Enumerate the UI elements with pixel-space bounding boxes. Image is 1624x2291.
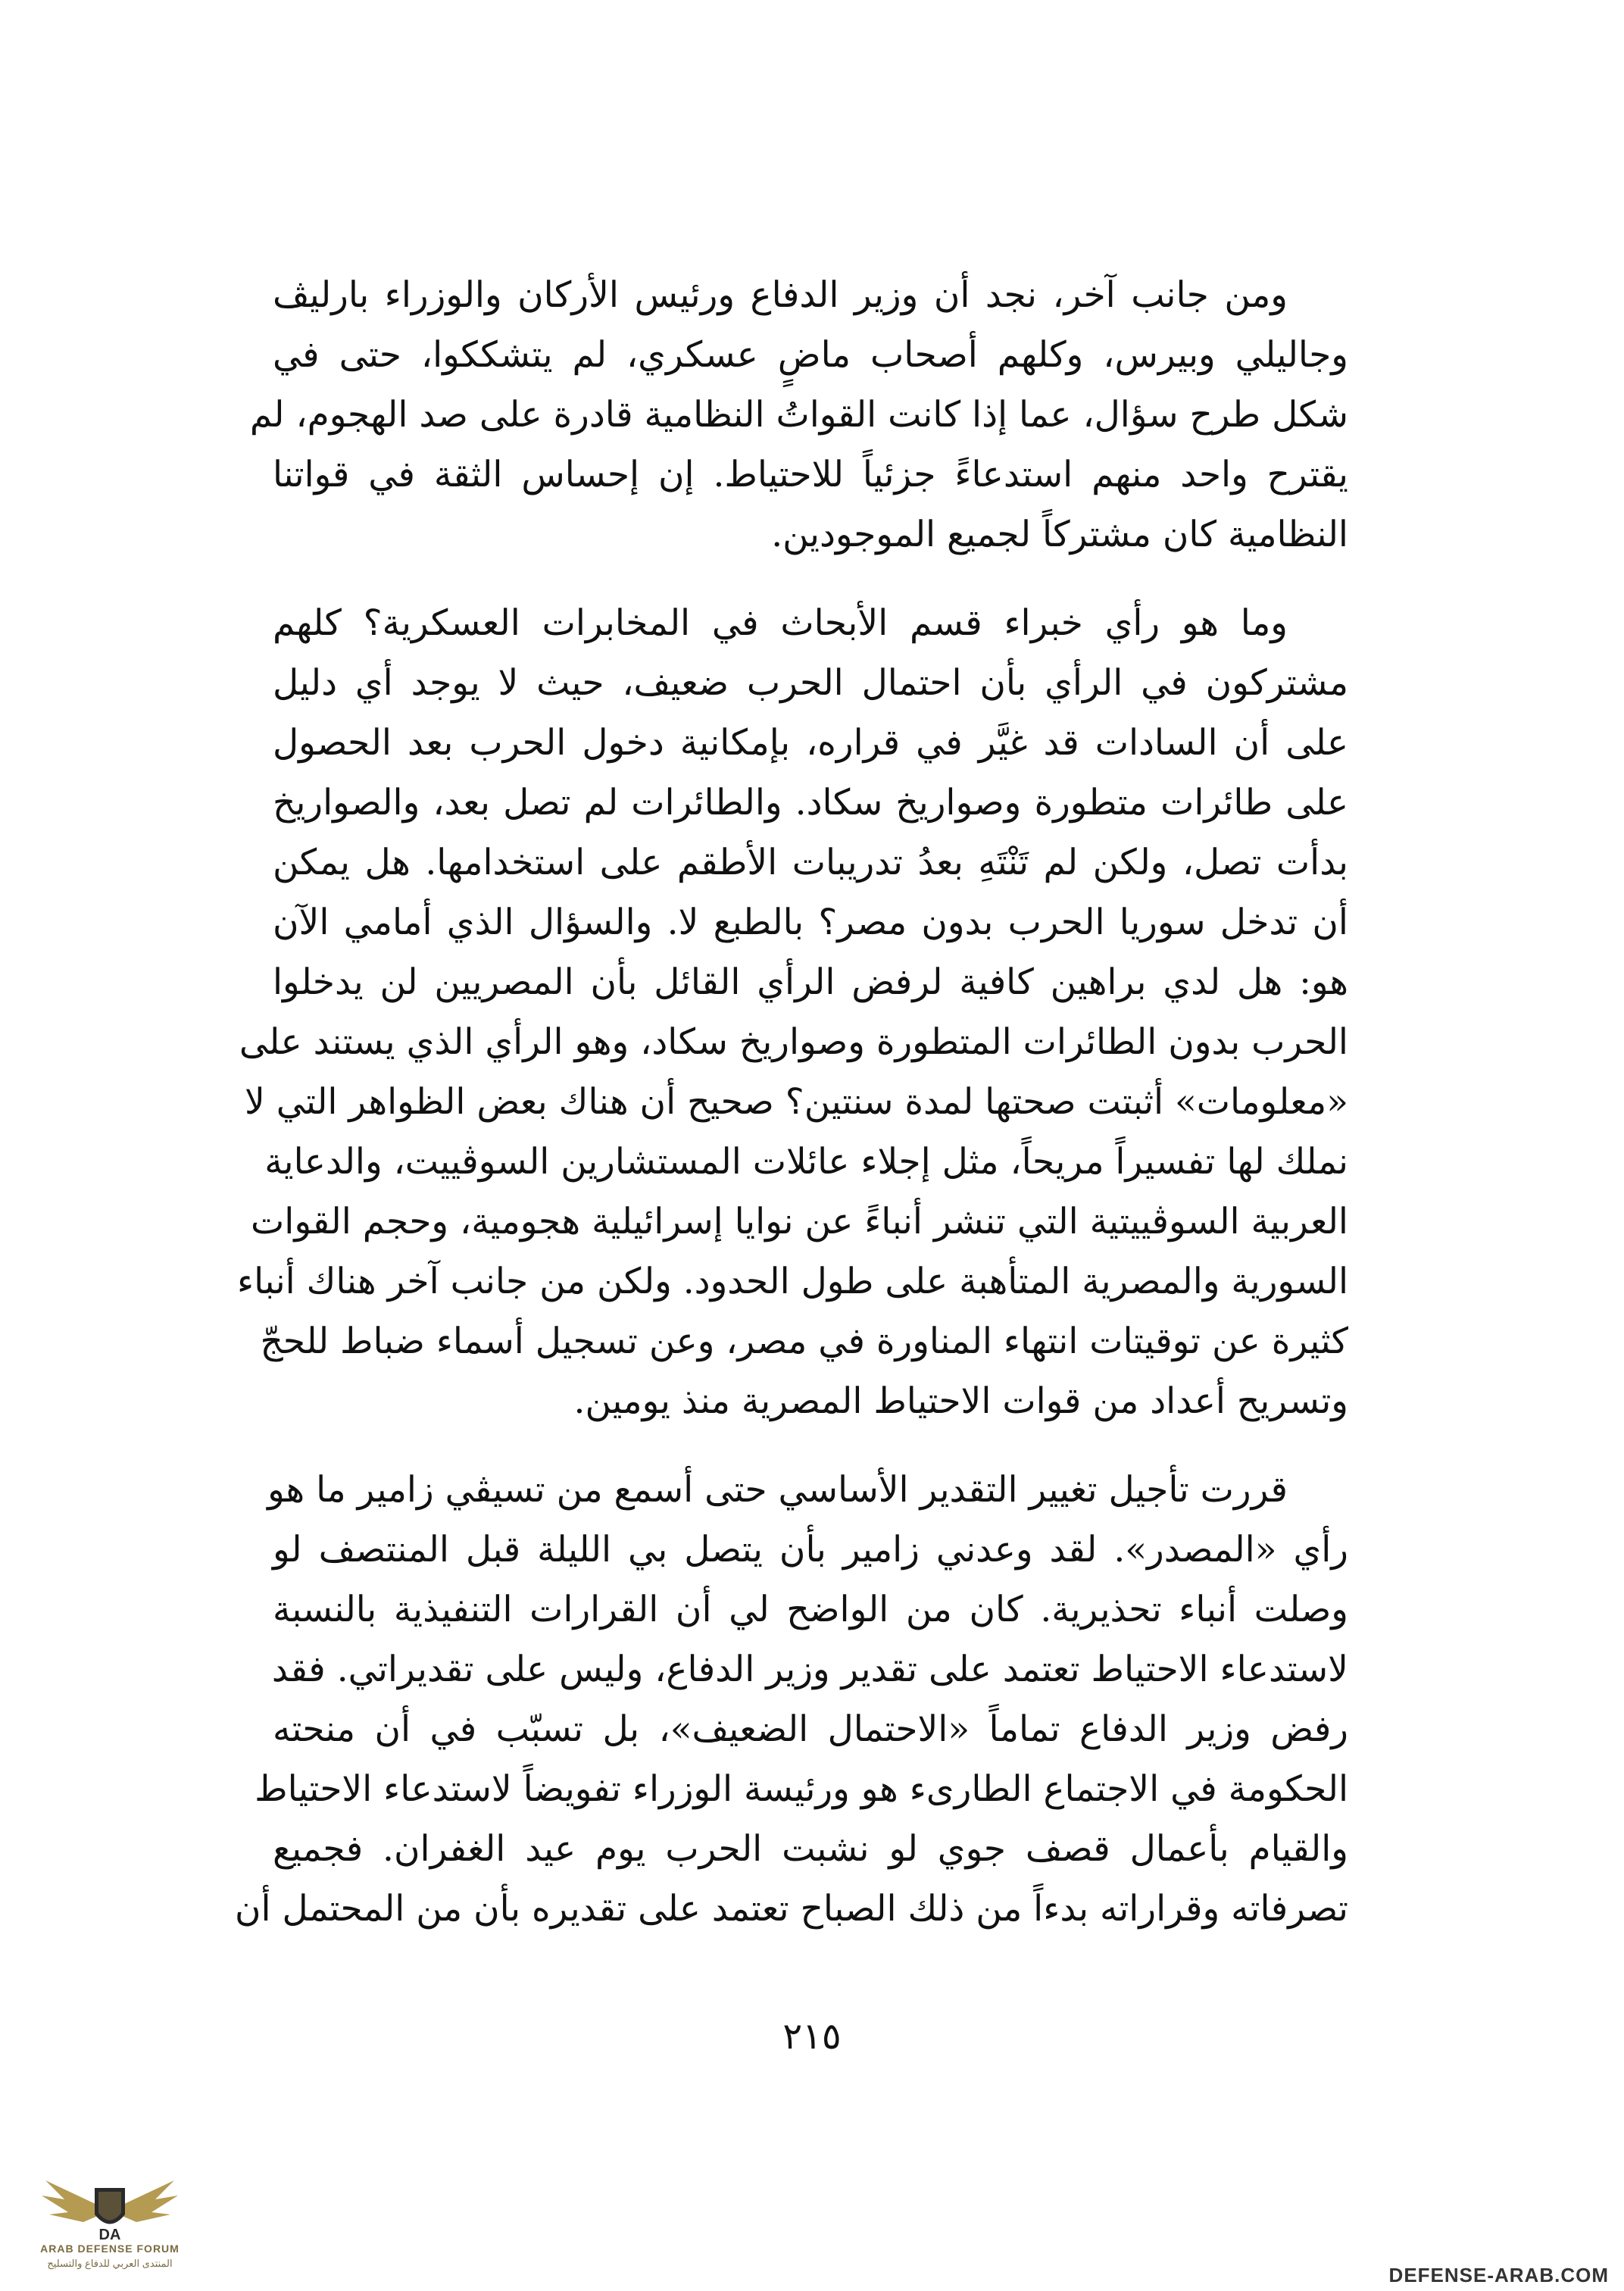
logo-caption-english: ARAB DEFENSE FORUM — [40, 2243, 180, 2255]
body-text — [234, 265, 1348, 1968]
text-line: هو: هل لدي براهين كافية لرفض الرأي القائل بأن المصريين لن يدخلوا — [273, 961, 1348, 1003]
winged-shield-icon — [30, 2158, 189, 2245]
text-line: مشتركون في الرأي بأن احتمال الحرب ضعيف، حيث لا يوجد أي دليل — [273, 662, 1348, 704]
forum-logo — [30, 2158, 189, 2286]
text-line: كثيرة عن توقيتات انتهاء المناورة في مصر، وعن تسجيل أسماء ضباط للحجّ — [260, 1321, 1348, 1362]
text-line: شكل طرح سؤال، عما إذا كانت القواتُ النظامية قادرة على صد الهجوم، لم — [249, 394, 1348, 436]
text-line: لاستدعاء الاحتياط تعتمد على تقدير وزير الدفاع، وليس على تقديراتي. فقد — [271, 1649, 1348, 1690]
text-line: «معلومات» أثبتت صحتها لمدة سنتين؟ صحيح أن هناك بعض الظواهر التي لا — [244, 1081, 1348, 1123]
text-line: يقترح واحد منهم استدعاءً جزئياً للاحتياط. إن إحساس الثقة في قواتنا — [273, 454, 1348, 495]
text-line: رأي «المصدر». لقد وعدني زامير بأن يتصل بي الليلة قبل المنتصف لو — [273, 1529, 1348, 1571]
site-watermark: DEFENSE-ARAB.COM — [1388, 2264, 1609, 2286]
text-line: وما هو رأي خبراء قسم الأبحاث في المخابرات العسكرية؟ كلهم — [273, 602, 1288, 644]
text-line: النظامية كان مشتركاً لجميع الموجودين. — [771, 514, 1348, 555]
text-line: أن تدخل سوريا الحرب بدون مصر؟ بالطبع لا. والسؤال الذي أمامي الآن — [273, 902, 1348, 943]
text-line: والقيام بأعمال قصف جوي لو نشبت الحرب يوم عيد الغفران. فجميع — [273, 1828, 1348, 1870]
logo-monogram: DA — [98, 2227, 121, 2243]
text-line: قررت تأجيل تغيير التقدير الأساسي حتى أسمع من تسيڤي زامير ما هو — [267, 1469, 1288, 1511]
text-line: وصلت أنباء تحذيرية. كان من الواضح لي أن القرارات التنفيذية بالنسبة — [273, 1589, 1348, 1630]
text-line: وجاليلي وبيرس، وكلهم أصحاب ماضٍ عسكري، لم يتشككوا، حتى في — [273, 334, 1348, 376]
page-number: ٢١٥ — [782, 2015, 842, 2058]
text-line: تصرفاته وقراراته بدءاً من ذلك الصباح تعتمد على تقديره بأن من المحتمل أن — [234, 1888, 1348, 1930]
text-line: على طائرات متطورة وصواريخ سكاد. والطائرات لم تصل بعد، والصواريخ — [273, 782, 1348, 824]
text-line: بدأت تصل، ولكن لم تَنْتَهِ بعدُ تدريبات الأطقم على استخدامها. هل يمكن — [273, 842, 1348, 883]
text-line: الحرب بدون الطائرات المتطورة وصواريخ سكاد، وهو الرأي الذي يستند على — [239, 1021, 1348, 1063]
paragraph — [249, 265, 1348, 564]
text-line: وتسريح أعداد من قوات الاحتياط المصرية منذ يومين. — [573, 1380, 1348, 1422]
text-line: رفض وزير الدفاع تماماً «الاحتمال الضعيف»، بل تسبّب في أن منحته — [273, 1708, 1348, 1750]
paragraph — [234, 1460, 1348, 1939]
text-line: ومن جانب آخر، نجد أن وزير الدفاع ورئيس الأركان والوزراء بارليڤ — [273, 274, 1288, 316]
text-line: نملك لها تفسيراً مريحاً، مثل إجلاء عائلات المستشارين السوڤييت، والدعاية — [264, 1141, 1348, 1183]
text-line: السورية والمصرية المتأهبة على طول الحدود. ولكن من جانب آخر هناك أنباء — [236, 1261, 1348, 1302]
text-line: العربية السوڤييتية التي تنشر أنباءً عن نوايا إسرائيلية هجومية، وحجم القوات — [251, 1201, 1348, 1242]
text-line: الحكومة في الاجتماع الطارىء هو ورئيسة الوزراء تفويضاً لاستدعاء الاحتياط — [255, 1768, 1348, 1810]
text-line: على أن السادات قد غيَّر في قراره، بإمكانية دخول الحرب بعد الحصول — [273, 722, 1348, 764]
logo-caption-arabic: المنتدى العربي للدفاع والتسليح — [47, 2258, 173, 2269]
paragraph — [236, 593, 1348, 1431]
